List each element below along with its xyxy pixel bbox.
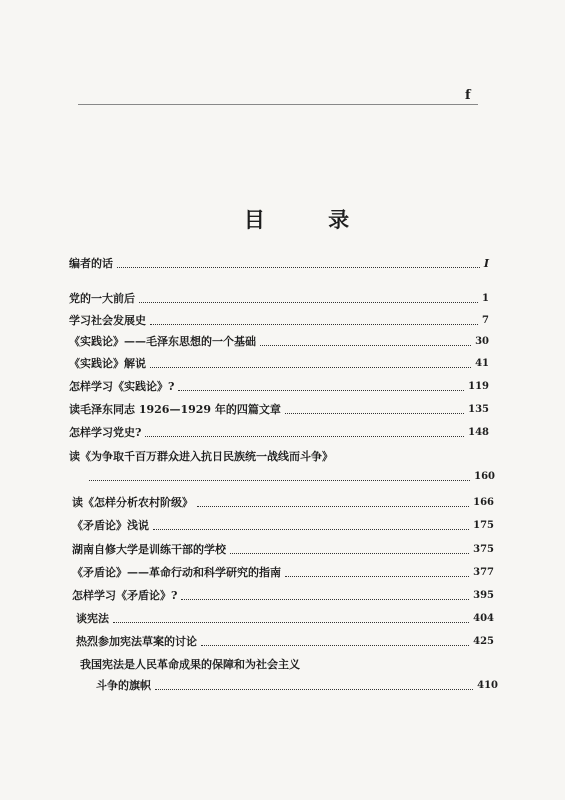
dot-leader [285,576,469,577]
toc-row [69,426,489,440]
toc-label: 《实践论》——毛泽东思想的一个基础 [69,335,256,348]
toc-row [69,357,489,371]
toc-row [72,543,494,557]
dot-leader [89,480,470,481]
toc-row [69,292,489,306]
toc-page-number: 160 [474,471,495,482]
dot-leader [150,367,471,368]
toc-row [72,566,494,580]
toc-label-line1: 读《为争取千百万群众进入抗日民族统一战线而斗争》 [69,450,333,463]
dot-leader [197,506,469,507]
toc-label: 党的一大前后 [69,292,135,305]
dot-leader [145,436,464,437]
toc-row [69,335,489,349]
toc-row-preface [69,257,489,271]
toc-row [69,403,489,417]
toc-label: 谈宪法 [76,612,109,625]
toc-page-number: 148 [468,427,489,438]
toc-page-number: 30 [475,336,489,347]
toc-row [72,496,494,510]
toc-label: 读《怎样分析农村阶级》 [72,496,193,509]
toc-label: 《实践论》解说 [69,357,146,370]
dot-leader [230,553,469,554]
toc-row [72,589,494,603]
dot-leader [139,302,478,303]
toc-row [72,519,494,533]
toc-label: 怎样学习党史? [69,426,142,439]
header-mark: f [465,88,471,103]
toc-label-line1: 我国宪法是人民革命成果的保障和为社会主义 [80,658,300,671]
toc-label: 湖南自修大学是训练干部的学校 [72,543,226,556]
toc-page-number: 41 [475,358,489,369]
dot-leader [178,390,464,391]
toc-page-number: 375 [473,544,494,555]
dot-leader [155,689,473,690]
toc-row [96,679,498,693]
toc-page-number: I [483,257,489,270]
toc-page-number: 119 [468,381,489,392]
dot-leader [260,345,471,346]
toc-page-number: 377 [473,567,494,578]
toc-row [76,635,494,649]
toc-page-number: 175 [473,520,494,531]
toc-label: 怎样学习《矛盾论》? [72,589,178,602]
toc-row [76,612,494,626]
toc-row [69,314,489,328]
toc-label: 读毛泽东同志 1926—1929 年的四篇文章 [69,403,281,416]
toc-row [85,470,495,484]
dot-leader [285,413,464,414]
page-title: 目 录 [243,207,378,232]
toc-page-number: 410 [477,680,498,691]
toc-page-number: 1 [482,293,489,304]
toc-label: 热烈参加宪法草案的讨论 [76,635,197,648]
toc-label: 编者的话 [69,257,113,270]
toc-label: 《矛盾论》——革命行动和科学研究的指南 [72,566,281,579]
dot-leader [181,599,469,600]
toc-page-number: 7 [482,315,489,326]
header-rule [78,104,478,105]
toc-page-number: 135 [468,404,489,415]
dot-leader [153,529,469,530]
toc-page-number: 166 [473,497,494,508]
dot-leader [113,622,469,623]
toc-label: 《矛盾论》浅说 [72,519,149,532]
toc-page-number: 404 [473,613,494,624]
dot-leader [117,267,480,268]
dot-leader [150,324,478,325]
dot-leader [201,645,469,646]
toc-label: 怎样学习《实践论》? [69,380,175,393]
toc-page-number: 395 [473,590,494,601]
toc-row [69,380,489,394]
toc-label-line2: 斗争的旗帜 [96,679,151,692]
toc-label: 学习社会发展史 [69,314,146,327]
toc-page-number: 425 [473,636,494,647]
